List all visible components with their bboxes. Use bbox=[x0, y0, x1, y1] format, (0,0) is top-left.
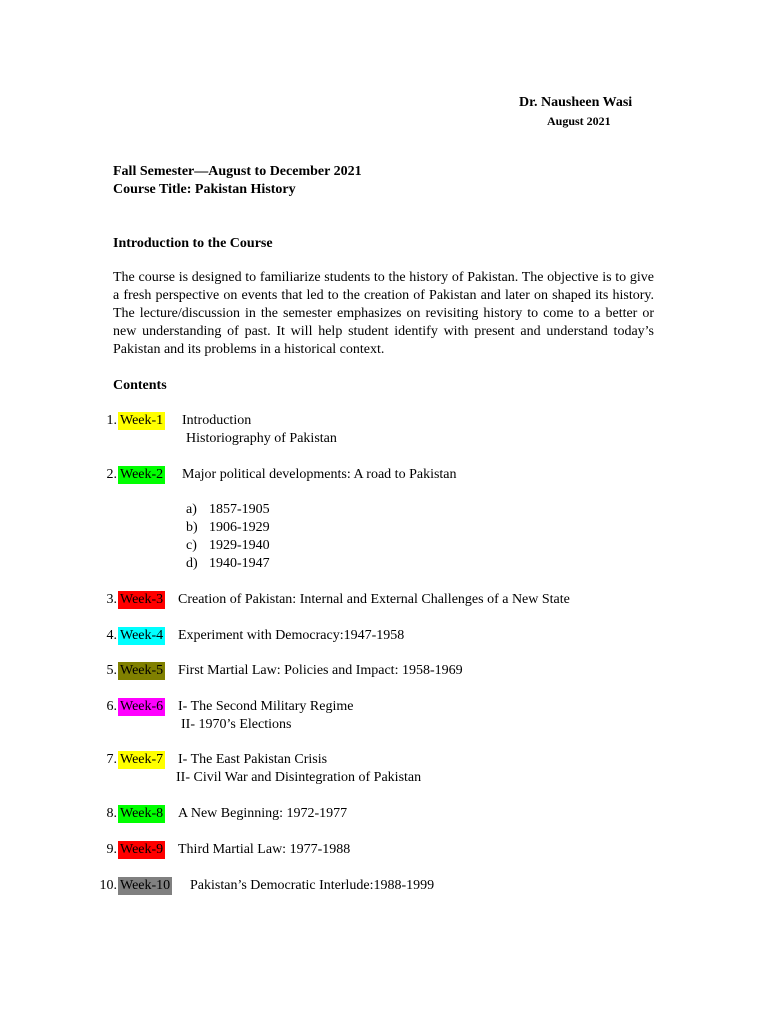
week-label: Week-5 bbox=[120, 663, 164, 678]
week-label: Week-2 bbox=[120, 467, 164, 482]
period-item bbox=[186, 501, 270, 519]
week-topic: I- The Second Military Regime bbox=[178, 699, 354, 714]
period-range: 1929-1940 bbox=[209, 538, 270, 553]
period-marker: d) bbox=[186, 556, 198, 571]
period-marker: b) bbox=[186, 520, 198, 535]
week-topic-line-2: Historiography of Pakistan bbox=[186, 431, 337, 446]
week-number: 2. bbox=[106, 467, 117, 482]
week-topic: Pakistan’s Democratic Interlude:1988-1999 bbox=[190, 878, 435, 893]
week-label: Week-1 bbox=[120, 413, 164, 428]
week-topic: Creation of Pakistan: Internal and External Challenges of a New State bbox=[178, 592, 570, 607]
week-topic: I- The East Pakistan Crisis bbox=[178, 752, 328, 767]
introduction-paragraph: The course is designed to familiarize students to the history of Pakistan. The objective is to give a fresh perspective on events that led to the creation of Pakistan and later on shaped its history. The lecture/discussion in the semester emphasizes on revisiting history to come to a better or new understanding of past. It will help student identify with present and understand today’s Pakistan and its problems in a historical context. bbox=[113, 270, 654, 357]
period-range: 1857-1905 bbox=[209, 502, 270, 517]
week-topic: A New Beginning: 1972-1977 bbox=[178, 806, 348, 821]
week-number: 4. bbox=[106, 628, 117, 643]
period-range: 1906-1929 bbox=[209, 520, 270, 535]
week-number: 1. bbox=[106, 413, 117, 428]
course-title: Course Title: Pakistan History bbox=[113, 182, 296, 197]
period-item bbox=[186, 555, 270, 573]
week-number: 10. bbox=[99, 878, 117, 893]
week-number: 9. bbox=[106, 842, 117, 857]
week-label: Week-9 bbox=[120, 842, 164, 857]
week-topic: Major political developments: A road to Pakistan bbox=[182, 467, 457, 482]
week-label: Week-8 bbox=[120, 806, 164, 821]
period-item bbox=[186, 519, 270, 537]
author-name: Dr. Nausheen Wasi bbox=[519, 95, 633, 110]
week-number: 3. bbox=[106, 592, 117, 607]
period-item bbox=[186, 537, 270, 555]
week-topic-line-2: II- Civil War and Disintegration of Pakistan bbox=[176, 770, 422, 785]
week-label: Week-4 bbox=[120, 628, 164, 643]
week-number: 8. bbox=[106, 806, 117, 821]
week-label: Week-7 bbox=[120, 752, 164, 767]
period-marker: c) bbox=[186, 538, 197, 553]
contents-heading: Contents bbox=[113, 378, 167, 393]
week-topic: First Martial Law: Policies and Impact: 1958-1969 bbox=[178, 663, 463, 678]
document-date: August 2021 bbox=[547, 114, 611, 128]
week-label: Week-6 bbox=[120, 699, 164, 714]
introduction-heading: Introduction to the Course bbox=[113, 236, 273, 251]
semester-line: Fall Semester—August to December 2021 bbox=[113, 164, 362, 179]
week-label: Week-10 bbox=[120, 878, 171, 893]
week-number: 7. bbox=[106, 752, 117, 767]
week-topic-line-2: II- 1970’s Elections bbox=[181, 717, 292, 732]
week-topic: Introduction bbox=[182, 413, 252, 428]
period-marker: a) bbox=[186, 502, 197, 517]
week-label: Week-3 bbox=[120, 592, 164, 607]
week-number: 6. bbox=[106, 699, 117, 714]
week-topic: Third Martial Law: 1977-1988 bbox=[178, 842, 351, 857]
week-topic: Experiment with Democracy:1947-1958 bbox=[178, 628, 405, 643]
period-range: 1940-1947 bbox=[209, 556, 270, 571]
week-number: 5. bbox=[106, 663, 117, 678]
